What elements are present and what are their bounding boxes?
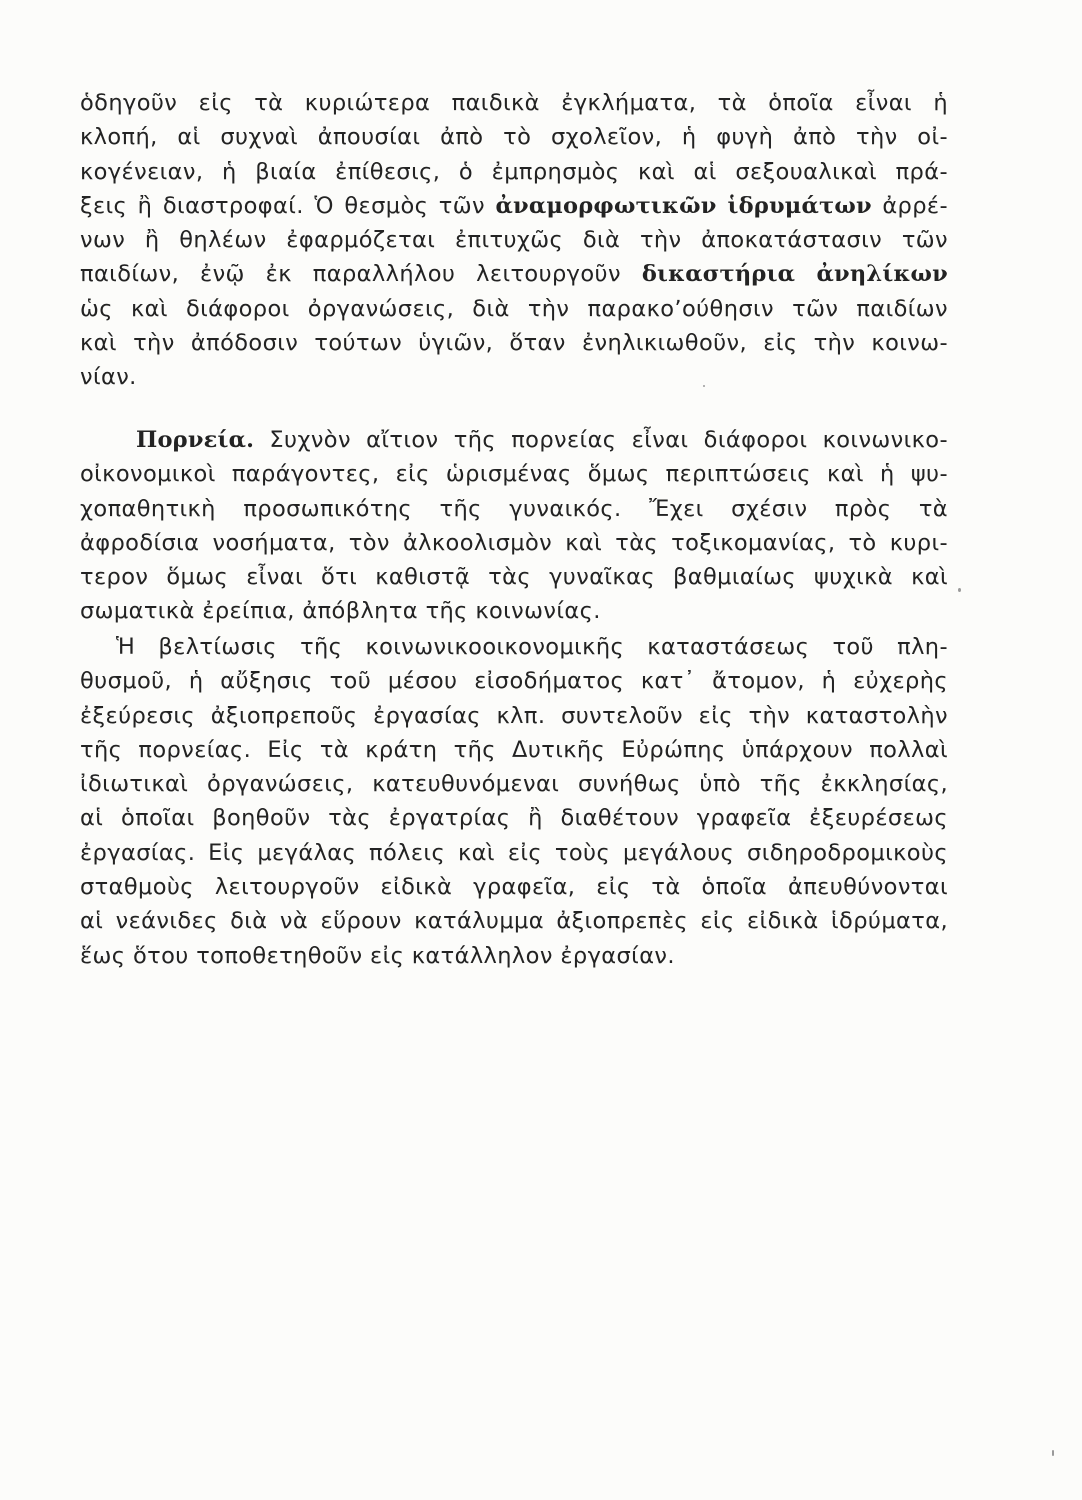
paragraph-prostitution	[80, 423, 948, 629]
paper-speck	[1052, 1450, 1054, 1456]
bold-term-juvenile-courts: δικαστήρια ἀνηλίκων	[641, 261, 948, 288]
text-line: καὶ τὴν ἀπόδοσιν τούτων ὑγιῶν, ὅταν ἐνηλικιωθοῦν, εἰς τὴν κοινω-	[80, 330, 948, 357]
text-line	[80, 257, 948, 291]
text-line: αἱ νεάνιδες διὰ νὰ εὕρουν κατάλυμμα ἀξιοπρεπὲς εἰς εἰδικὰ ἱδρύματα,	[80, 908, 948, 935]
section-heading-prostitution: Πορνεία.	[136, 427, 255, 453]
text-line	[80, 423, 948, 457]
text-line: σταθμοὺς λειτουργοῦν εἰδικὰ γραφεῖα, εἰς τὰ ὁποῖα ἀπευθύνονται	[80, 874, 948, 901]
text-line: οἰκονομικοὶ παράγοντες, εἰς ὡρισμένας ὅμως περιπτώσεις καὶ ἡ ψυ-	[80, 461, 948, 488]
text-line: κογένειαν, ἡ βιαία ἐπίθεσις, ὁ ἐμπρησμὸς καὶ αἱ σεξουαλικαὶ πρά-	[80, 158, 948, 185]
text-segment: ξεις ἢ διαστροφαί. Ὁ θεσμὸς τῶν	[80, 192, 496, 219]
text-line: ἰδιωτικαὶ ὀργανώσεις, κατευθυνόμεναι συνήθως ὑπὸ τῆς ἐκκλησίας,	[80, 771, 948, 798]
text-line: αἱ ὁποῖαι βοηθοῦν τὰς ἐργατρίας ἢ διαθέτουν γραφεῖα ἐξευρέσεως	[80, 805, 948, 832]
text-segment: ἀρρέ-	[871, 192, 948, 219]
text-line: τερον ὅμως εἶναι ὅτι καθιστᾷ τὰς γυναῖκας βαθμιαίως ψυχικὰ καὶ	[80, 564, 948, 591]
text-line: χοπαθητικὴ προσωπικότης τῆς γυναικός. Ἔχει σχέσιν πρὸς τὰ	[80, 495, 948, 522]
text-line: ἕως ὅτου τοποθετηθοῦν εἰς κατάλληλον ἐργασίαν.	[80, 942, 675, 969]
paragraph-juvenile-crimes	[80, 86, 948, 395]
text-line: ἐργασίας. Εἰς μεγάλας πόλεις καὶ εἰς τοὺς μεγάλους σιδηροδρομικοὺς	[80, 839, 948, 866]
text-line	[80, 189, 948, 223]
paper-speck	[958, 588, 961, 592]
text-line: νων ἢ θηλέων ἐφαρμόζεται ἐπιτυχῶς διὰ τὴν ἀποκατάστασιν τῶν	[80, 227, 948, 254]
text-segment: παιδίων, ἐνῷ ἐκ παραλλήλου λειτουργοῦν	[80, 261, 642, 288]
text-line: ἐξεύρεσις ἀξιοπρεποῦς ἐργασίας κλπ. συντελοῦν εἰς τὴν καταστολὴν	[80, 702, 948, 729]
text-line: ὁδηγοῦν εἰς τὰ κυριώτερα παιδικὰ ἐγκλήματα, τὰ ὁποῖα εἶναι ἡ	[80, 90, 948, 116]
text-line: θυσμοῦ, ἡ αὔξησις τοῦ μέσου εἰσοδήματος κατ᾽ ἄτομον, ἡ εὐχερὴς	[80, 668, 948, 695]
text-line: τῆς πορνείας. Εἰς τὰ κράτη τῆς Δυτικῆς Εὐρώπης ὑπάρχουν πολλαὶ	[80, 736, 948, 763]
text-line: νίαν.	[80, 364, 137, 391]
paragraph-socioeconomic-improvement	[80, 630, 948, 973]
paper-speck	[703, 385, 705, 387]
text-line: σωματικὰ ἐρείπια, ἀπόβλητα τῆς κοινωνίας.	[80, 598, 601, 625]
text-line: κλοπή, αἱ συχναὶ ἀπουσίαι ἀπὸ τὸ σχολεῖον, ἡ φυγὴ ἀπὸ τὴν οἰ-	[80, 124, 948, 151]
text-line: Ἡ βελτίωσις τῆς κοινωνικοοικονομικῆς καταστάσεως τοῦ πλη-	[116, 634, 948, 660]
text-line: ἀφροδίσια νοσήματα, τὸν ἀλκοολισμὸν καὶ τὰς τοξικομανίας, τὸ κυρι-	[80, 529, 948, 556]
text-segment: Συχνὸν αἴτιον τῆς πορνείας εἶναι διάφοροι κοινωνικο-	[254, 427, 948, 453]
bold-term-reformatory-institutions: ἀναμορφωτικῶν ἱδρυμάτων	[495, 192, 872, 219]
text-line: ὡς καὶ διάφοροι ὀργανώσεις, διὰ τὴν παρακοʼούθησιν τῶν παιδίων	[80, 295, 948, 322]
